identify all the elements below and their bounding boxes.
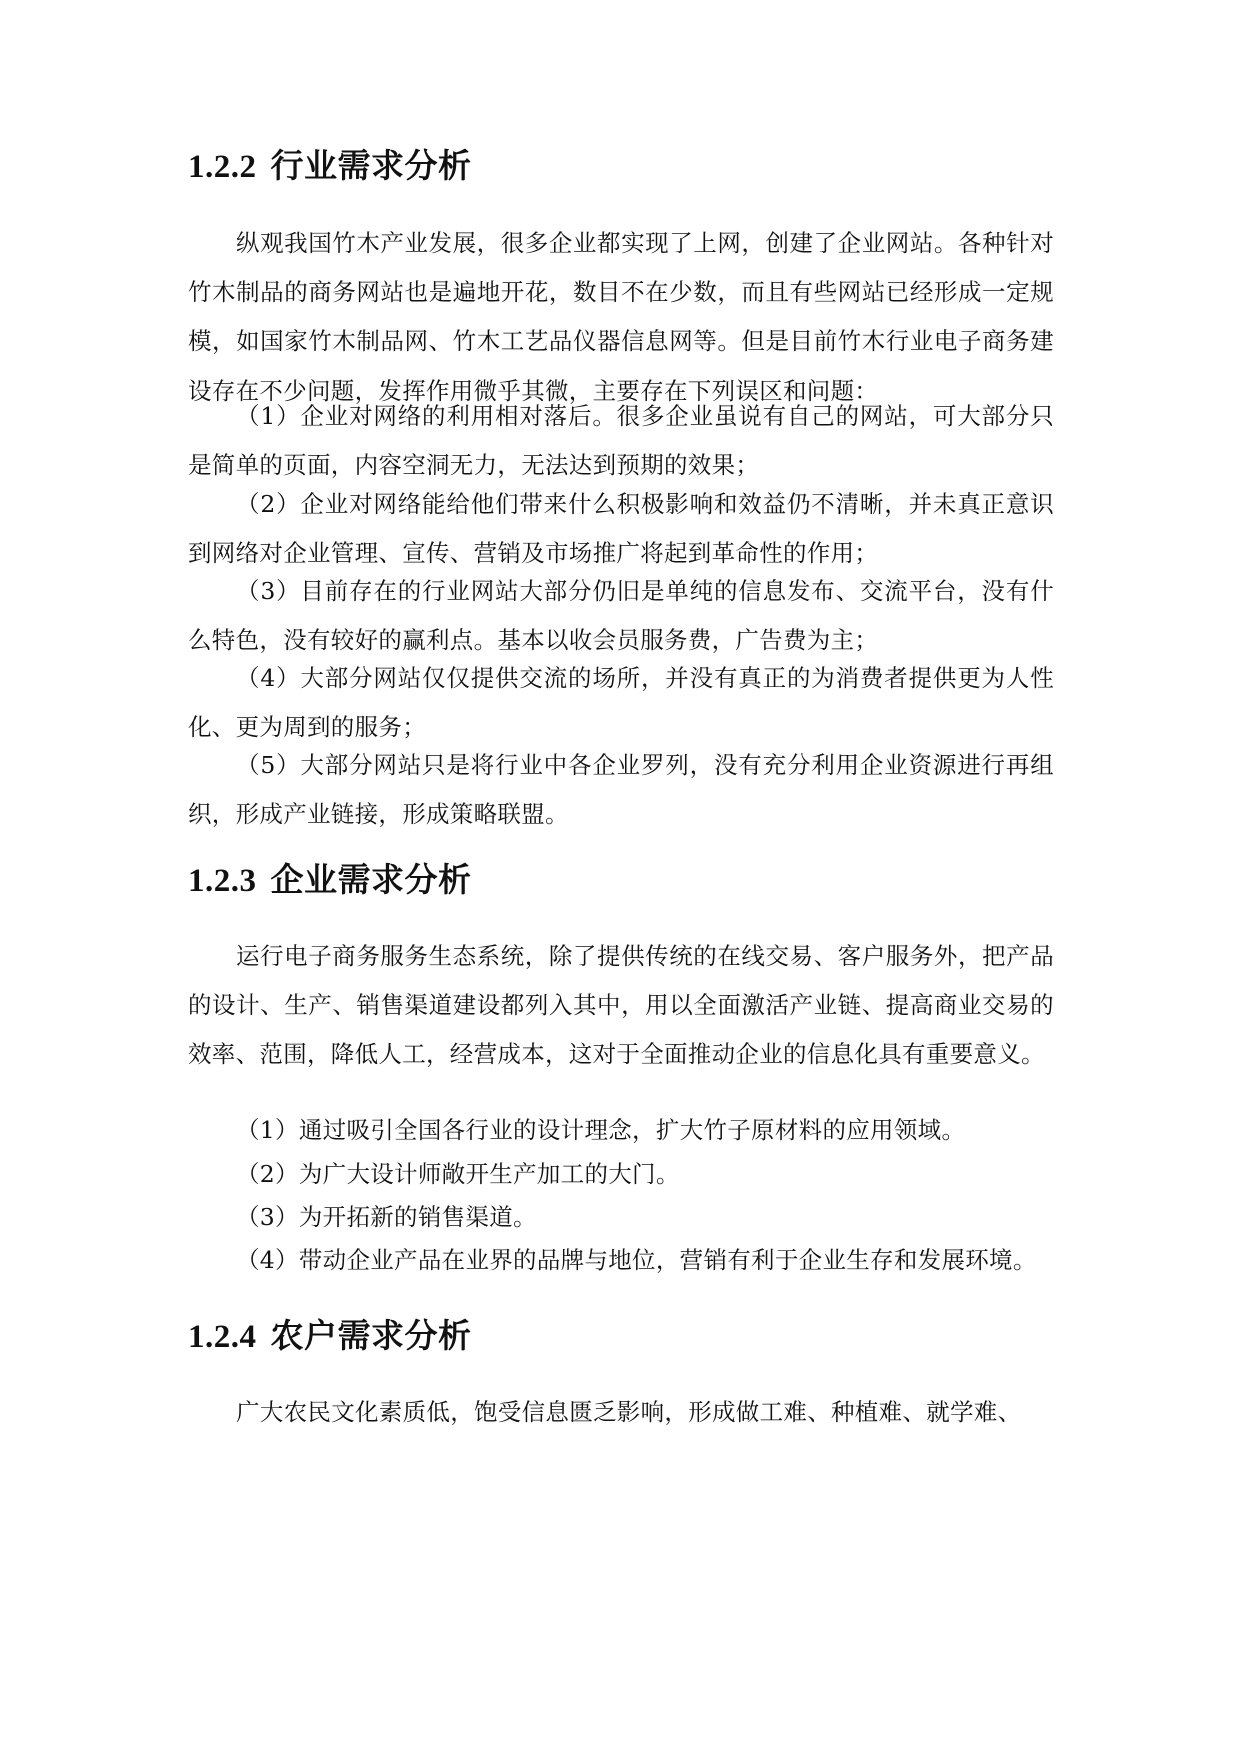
section-heading-1-2-3 — [188, 860, 472, 901]
list-item-enterprise-3: （3）为开拓新的销售渠道。 — [236, 1203, 537, 1231]
section-title: 企业需求分析 — [270, 860, 472, 899]
section-heading-1-2-2 — [188, 146, 472, 187]
section-number: 1.2.3 — [188, 863, 257, 899]
section-number: 1.2.4 — [188, 1319, 257, 1355]
list-item-industry-3: （3）目前存在的行业网站大部分仍旧是单纯的信息发布、交流平台，没有什么特色，没有较好的赢利点。基本以收会员服务费，广告费为主； — [188, 577, 1054, 655]
list-item-enterprise-2: （2）为广大设计师敞开生产加工的大门。 — [236, 1160, 680, 1188]
list-item-industry-4: （4）大部分网站仅仅提供交流的场所，并没有真正的为消费者提供更为人性化、更为周到的服务； — [188, 664, 1054, 742]
list-item-enterprise-4: （4）带动企业产品在业界的品牌与地位，营销有利于企业生存和发展环境。 — [236, 1246, 1037, 1274]
section-number: 1.2.2 — [188, 149, 257, 185]
paragraph-enterprise-intro: 运行电子商务服务生态系统，除了提供传统的在线交易、客户服务外，把产品的设计、生产、销售渠道建设都列入其中，用以全面激活产业链、提高商业交易的效率、范围，降低人工，经营成本，这对于全面推动企业的信息化具有重要意义。 — [188, 942, 1054, 1069]
list-item-industry-2: （2）企业对网络能给他们带来什么积极影响和效益仍不清晰，并未真正意识到网络对企业管理、宣传、营销及市场推广将起到革命性的作用； — [188, 490, 1054, 568]
paragraph-industry-intro: 纵观我国竹木产业发展，很多企业都实现了上网，创建了企业网站。各种针对竹木制品的商务网站也是遍地开花，数目不在少数，而且有些网站已经形成一定规模，如国家竹木制品网、竹木工艺品仪器信息网等。但是目前竹木行业电子商务建设存在不少问题，发挥作用微乎其微，主要存在下列误区和问题： — [188, 229, 1054, 405]
section-title: 行业需求分析 — [270, 146, 472, 185]
section-heading-1-2-4 — [188, 1316, 472, 1357]
paragraph-farmer-intro: 广大农民文化素质低，饱受信息匮乏影响，形成做工难、种植难、就学难、 — [236, 1398, 1022, 1426]
list-item-industry-1: （1）企业对网络的利用相对落后。很多企业虽说有自己的网站，可大部分只是简单的页面，内容空洞无力，无法达到预期的效果； — [188, 402, 1054, 480]
section-title: 农户需求分析 — [270, 1316, 472, 1355]
list-item-enterprise-1: （1）通过吸引全国各行业的设计理念，扩大竹子原材料的应用领域。 — [236, 1116, 966, 1144]
list-item-industry-5: （5）大部分网站只是将行业中各企业罗列，没有充分利用企业资源进行再组织，形成产业链接，形成策略联盟。 — [188, 751, 1054, 829]
